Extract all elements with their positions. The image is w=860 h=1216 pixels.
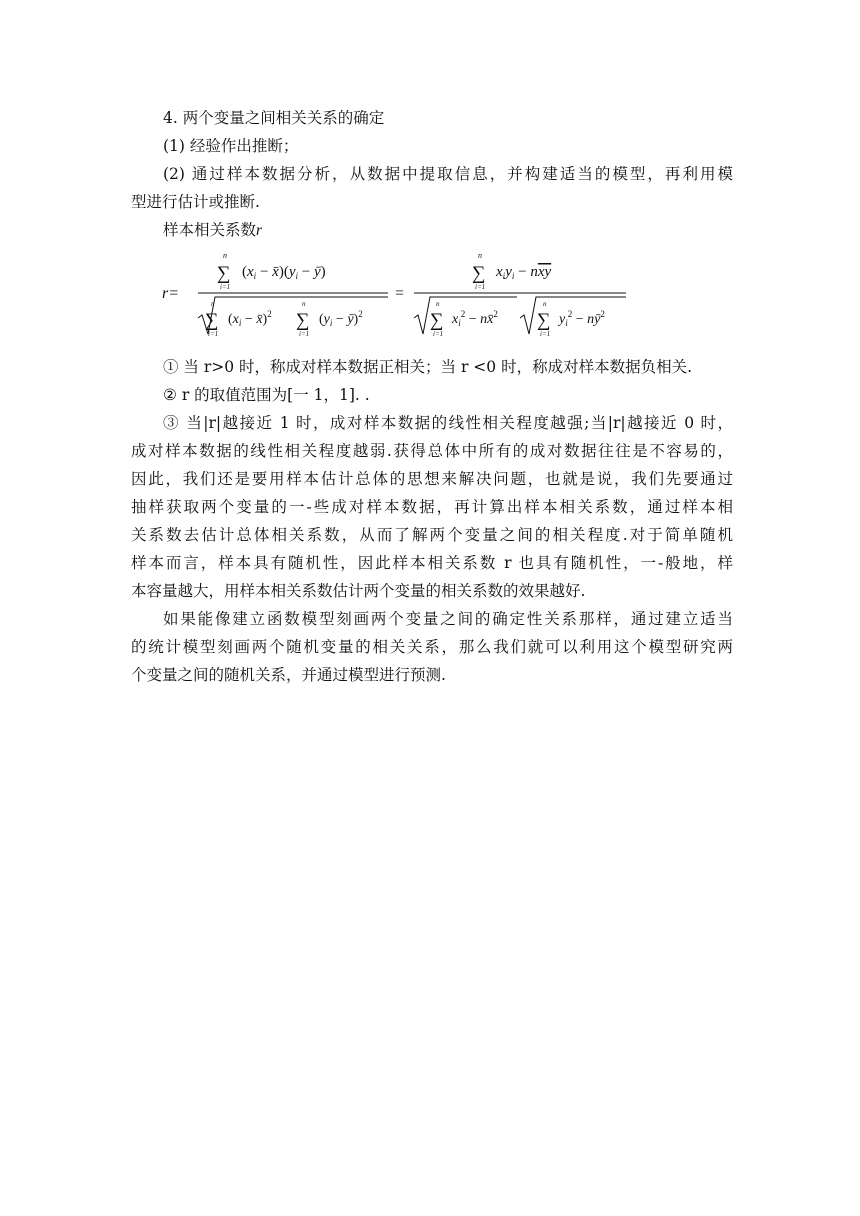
- numerator-computational: $x_iy_i$ − nxy: [496, 264, 552, 281]
- point-1: ① 当 r>0 时，称成对样本数据正相关；当 r <0 时，称成对样本数据负相关.: [163, 358, 693, 376]
- svg-text:i=1: i=1: [208, 330, 219, 338]
- svg-text:∑: ∑: [205, 310, 219, 331]
- point-3-line-5: 关系数去估计总体相关系数，从而了解两个变量之间的相关程度.对于简单随机: [131, 526, 733, 544]
- denominator-sum-1: [205, 300, 219, 338]
- correlation-formula: [160, 246, 760, 346]
- formula-lhs: r=: [162, 285, 180, 302]
- coefficient-label: 样本相关系数: [163, 221, 257, 239]
- svg-text:∑: ∑: [217, 263, 231, 284]
- point-3-line-2: 成对样本数据的线性相关程度越弱.获得总体中所有的成对数据往往是不容易的，: [131, 442, 733, 460]
- formula-equals: =: [395, 285, 405, 302]
- denominator-y-term: $y_i^2$ − $nȳ^2$: [559, 309, 605, 328]
- svg-text:n: n: [302, 300, 306, 308]
- paragraph-line-1: 如果能像建立函数模型刻画两个变量之间的确定性关系那样，通过建立适当: [163, 610, 733, 628]
- svg-text:∑: ∑: [296, 310, 310, 331]
- svg-text:i=1: i=1: [220, 283, 231, 291]
- denominator-x-term: $x_i^2$ − nx̄$^2$: [452, 309, 498, 328]
- denominator-sum-2: [296, 300, 310, 338]
- svg-text:i=1: i=1: [299, 330, 310, 338]
- numerator-sum: [217, 251, 231, 291]
- list-item-2-line-2: 型进行估计或推断.: [131, 193, 260, 211]
- list-item-1: (1) 经验作出推断；: [163, 137, 299, 155]
- svg-text:i=1: i=1: [540, 330, 551, 338]
- numerator-covariance: ($x_i$ − $x̄)(y_i$ − ȳ): [242, 264, 326, 281]
- denominator-sum-3: [430, 300, 444, 338]
- svg-text:n: n: [478, 251, 482, 260]
- svg-text:n: n: [436, 300, 440, 308]
- svg-text:∑: ∑: [430, 310, 444, 331]
- list-item-2-line-1: (2) 通过样本数据分析，从数据中提取信息，并构建适当的模型，再利用模: [163, 165, 733, 183]
- fraction-covariance: [198, 251, 388, 338]
- svg-text:∑: ∑: [472, 263, 486, 284]
- point-3-line-6: 样本而言，样本具有随机性，因此样本相关系数 r 也具有随机性，一-般地，样: [131, 554, 733, 572]
- denominator-y-variance: ($y_i$ − ȳ)$^2$: [319, 309, 363, 328]
- point-3-line-7: 本容量越大，用样本相关系数估计两个变量的相关系数的效果越好.: [131, 582, 586, 600]
- svg-text:n: n: [223, 251, 227, 260]
- fraction-computational: [414, 251, 626, 338]
- coefficient-label-line: [163, 216, 733, 245]
- paragraph-line-3: 个变量之间的随机关系，并通过模型进行预测.: [131, 666, 446, 684]
- paragraph-line-2: 的统计模型刻画两个随机变量的相关关系，那么我们就可以利用这个模型研究两: [131, 638, 733, 656]
- denominator-x-variance: ($x_i$ − x̄)$^2$: [228, 309, 272, 328]
- point-2: ② r 的取值范围为[一 1，1]. .: [163, 386, 370, 404]
- svg-text:n: n: [211, 300, 215, 308]
- svg-text:i=1: i=1: [475, 283, 486, 291]
- section-heading: 4. 两个变量之间相关关系的确定: [163, 109, 385, 127]
- point-3-line-3: 因此，我们还是要用样本估计总体的思想来解决问题，也就是说，我们先要通过: [131, 470, 733, 488]
- svg-text:∑: ∑: [537, 310, 551, 331]
- formula-graphic: [160, 246, 760, 346]
- denominator-sum-4: [537, 300, 551, 338]
- point-3-line-1: ③ 当|r|越接近 1 时，成对样本数据的线性相关程度越强;当|r|越接近 0 时，: [163, 414, 733, 432]
- svg-text:n: n: [543, 300, 547, 308]
- svg-text:i=1: i=1: [433, 330, 444, 338]
- coefficient-symbol: r: [256, 222, 263, 239]
- point-3-line-4: 抽样获取两个变量的一-些成对样本数据，再计算出样本相关系数，通过样本相: [131, 498, 733, 516]
- numerator-sum-2: [472, 251, 486, 291]
